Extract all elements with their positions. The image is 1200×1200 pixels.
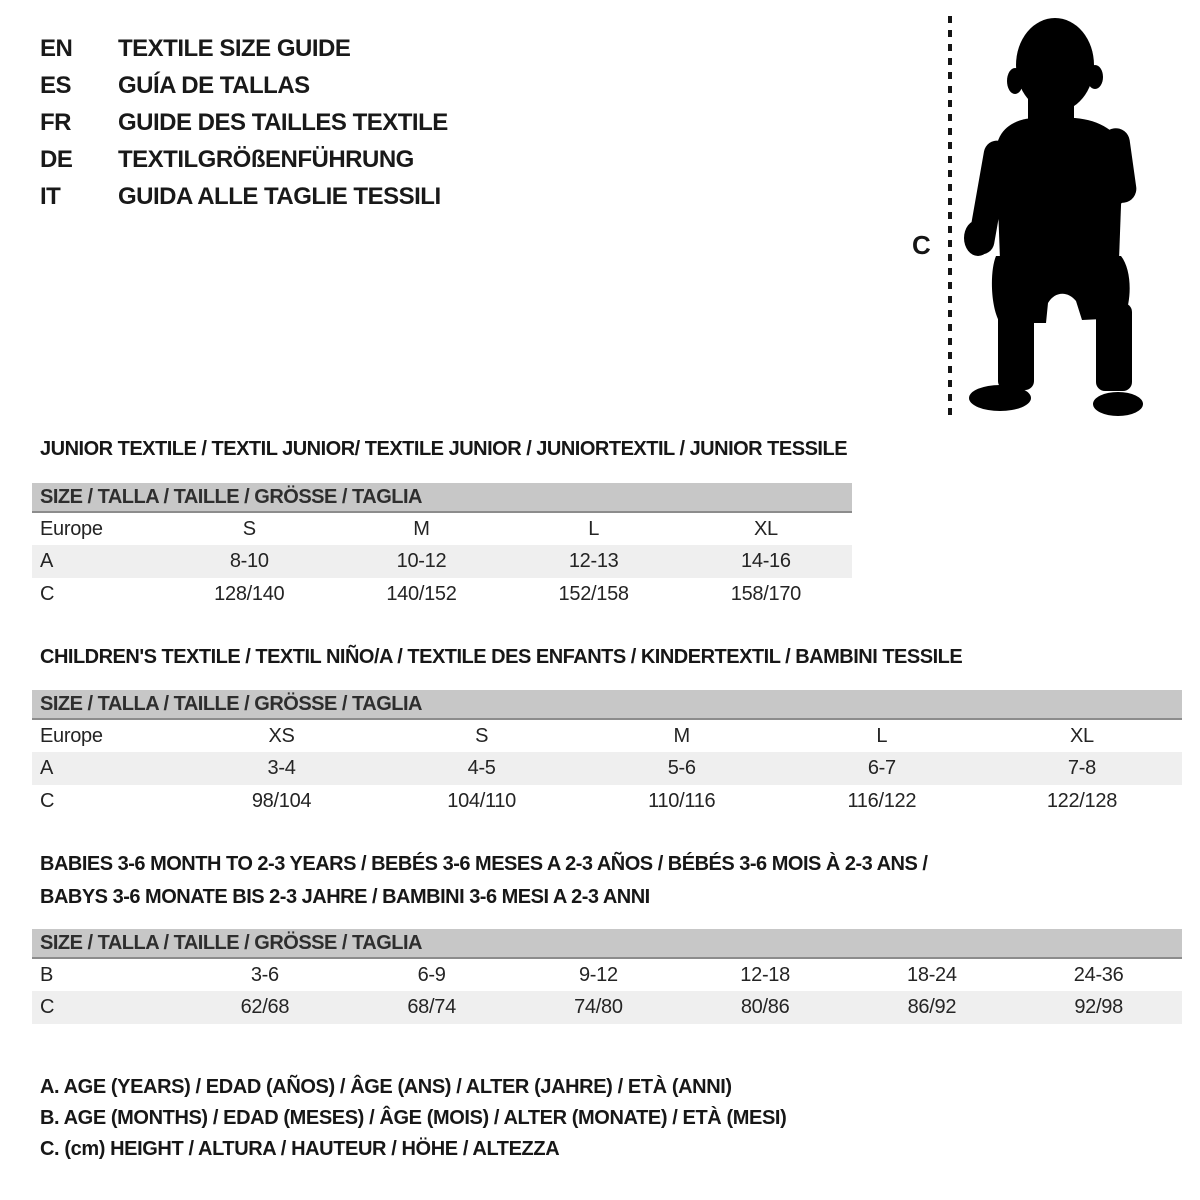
table-cell: 98/104 (251, 790, 312, 812)
table-row (32, 545, 852, 578)
table-cell: XL (1070, 724, 1094, 747)
table-row (32, 958, 1182, 991)
measure-label-c: C (912, 230, 931, 260)
table-cell: M (413, 517, 430, 540)
baby-height-figure (900, 8, 1185, 428)
table-row (32, 578, 852, 611)
table-row (32, 512, 852, 545)
table-cell: 12-13 (508, 545, 680, 578)
language-code: ES (40, 72, 72, 99)
language-row (40, 104, 448, 141)
baby-silhouette-svg (900, 8, 1185, 428)
measurement-legend (40, 1072, 786, 1165)
language-title: GUIDA ALLE TAGLIE TESSILI (118, 183, 441, 210)
section-title-line: CHILDREN'S TEXTILE / TEXTIL NIÑO/A / TEXTILE DES ENFANTS / KINDERTEXTIL / BAMBINI TESSILE (40, 646, 963, 668)
table-cell: 86/92 (849, 991, 1016, 1024)
table-cell: 152/158 (558, 583, 629, 605)
table-cell: 5-6 (582, 752, 782, 785)
table-cell: 14-16 (680, 545, 852, 578)
table-cell: 128/140 (214, 583, 285, 605)
row-label: A (32, 545, 163, 578)
table-cell: XS (268, 724, 295, 747)
language-code: DE (40, 146, 73, 173)
language-row (40, 30, 448, 67)
table-cell: 4-5 (382, 752, 582, 785)
table-cell: 62/68 (182, 991, 349, 1024)
section-title-babies (40, 848, 927, 914)
size-header-bar: SIZE / TALLA / TAILLE / GRÖSSE / TAGLIA (32, 929, 1182, 958)
table-row (32, 752, 1182, 785)
row-label: C (32, 991, 182, 1024)
language-code: FR (40, 109, 71, 136)
table-row (32, 991, 1182, 1024)
babies-size-table (32, 929, 1182, 1024)
row-label: C (40, 790, 55, 812)
table-cell: S (242, 517, 256, 540)
language-title-list (40, 30, 448, 215)
language-code: EN (40, 35, 73, 62)
section-title-line: BABYS 3-6 MONATE BIS 2-3 JAHRE / BAMBINI 3-6 MESI A 2-3 ANNI (40, 886, 650, 908)
table-cell: S (475, 724, 489, 747)
table-cell: 7-8 (982, 752, 1182, 785)
table-cell: 24-36 (1073, 963, 1124, 986)
table-cell: 18-24 (907, 963, 957, 986)
row-label: C (40, 583, 55, 605)
table-row (32, 785, 1182, 818)
language-title: GUIDE DES TAILLES TEXTILE (118, 109, 448, 136)
table-cell: 116/122 (847, 790, 917, 812)
section-title-junior (40, 433, 847, 466)
language-code: IT (40, 183, 61, 210)
row-label: A (32, 752, 182, 785)
size-header-bar: SIZE / TALLA / TAILLE / GRÖSSE / TAGLIA (32, 483, 852, 512)
legend-line-b: B. AGE (MONTHS) / EDAD (MESES) / ÂGE (MOIS) / ALTER (MONATE) / ETÀ (MESI) (40, 1107, 787, 1129)
table-cell: XL (753, 517, 778, 540)
table-cell: 74/80 (515, 991, 682, 1024)
table-cell: L (588, 517, 600, 540)
table-cell: 6-7 (782, 752, 982, 785)
language-row (40, 141, 448, 178)
language-title: TEXTILE SIZE GUIDE (118, 35, 351, 62)
row-label: Europe (40, 724, 103, 747)
table-cell: 12-18 (740, 963, 790, 986)
table-cell: 140/152 (386, 583, 457, 605)
legend-line-c: C. (cm) HEIGHT / ALTURA / HAUTEUR / HÖHE / ALTEZZA (40, 1138, 560, 1160)
section-title-children (40, 641, 962, 674)
legend-line-a: A. AGE (YEARS) / EDAD (AÑOS) / ÂGE (ANS) / ALTER (JAHRE) / ETÀ (ANNI) (40, 1076, 732, 1098)
section-title-line: BABIES 3-6 MONTH TO 2-3 YEARS / BEBÉS 3-6 MESES A 2-3 AÑOS / BÉBÉS 3-6 MOIS À 2-3 ANS / (40, 853, 928, 875)
table-cell: 6-9 (417, 963, 446, 986)
table-cell: 68/74 (348, 991, 515, 1024)
junior-size-table (32, 483, 852, 611)
size-header-bar: SIZE / TALLA / TAILLE / GRÖSSE / TAGLIA (32, 690, 1182, 719)
row-label: Europe (40, 517, 103, 540)
table-cell: 8-10 (163, 545, 335, 578)
table-cell: 110/116 (648, 790, 716, 812)
table-cell: 9-12 (578, 963, 618, 986)
table-cell: 10-12 (335, 545, 507, 578)
table-cell: 122/128 (1046, 790, 1118, 812)
table-cell: 3-4 (182, 752, 382, 785)
table-row (32, 719, 1182, 752)
table-cell: M (673, 724, 690, 747)
section-title-line: JUNIOR TEXTILE / TEXTIL JUNIOR/ TEXTILE JUNIOR / JUNIORTEXTIL / JUNIOR TESSILE (40, 438, 848, 460)
row-label: B (40, 963, 54, 986)
baby-silhouette (964, 18, 1143, 416)
table-cell: 92/98 (1015, 991, 1182, 1024)
table-cell: 80/86 (682, 991, 849, 1024)
table-cell: L (876, 724, 888, 747)
children-size-table (32, 690, 1182, 818)
table-cell: 158/170 (730, 583, 801, 605)
table-cell: 104/110 (447, 790, 516, 812)
table-cell: 3-6 (250, 963, 279, 986)
language-row (40, 67, 448, 104)
language-title: TEXTILGRÖßENFÜHRUNG (118, 146, 414, 173)
language-title: GUÍA DE TALLAS (118, 72, 310, 99)
language-row (40, 178, 448, 215)
